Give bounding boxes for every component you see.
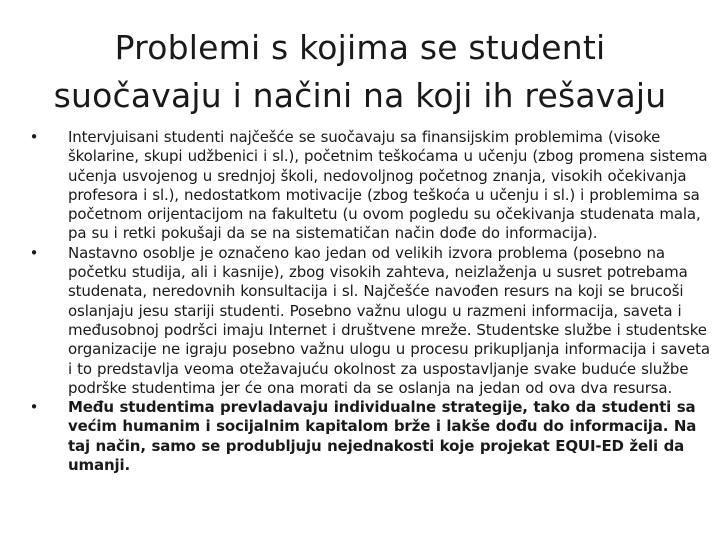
bullet-dot-icon: • (29, 128, 39, 146)
bullet-item-2 (28, 244, 712, 398)
bullet-dot-icon: • (29, 398, 39, 417)
bullet-text-2: Nastavno osoblje je označeno kao jedan od velikih izvora problema (posebno na početku studija, ali i kasnije), zbog visokih zahteva, neizlaženja u susret potrebama studenata, neredovnih konsultacija i sl. Najčešće navođen resurs na koji se brucoši oslanjaju jesu stariji studenti. Posebno važnu ulogu u razmeni informacija, saveta i međusobnoj podršci imaju Internet i društvene mreže. Studentske službe i studentske organizacije ne igraju posebno važnu ulogu u procesu prikupljanja informacija i saveta i to predstavlja veoma otežavajuću okolnost za uspostavljanje svake buduće službe podrške studentima jer će ona morati da se oslanja na jedan od ova dva resursa. (68, 243, 710, 397)
slide-title-line-2: suočavaju i načini na koji ih rešavaju (53, 76, 667, 115)
bullet-item-3 (28, 398, 712, 475)
bullet-dot-icon: • (29, 243, 39, 262)
bullet-item-1 (28, 128, 712, 244)
bullet-list (28, 128, 712, 475)
slide-title (20, 24, 700, 120)
slide-title-line-1: Problemi s kojima se studenti (114, 28, 606, 67)
bullet-text-1: Intervjuisani studenti najčešće se suočavaju sa finansijskim problemima (visoke školarine, skupi udžbenici i sl.), početnim teškoćama u učenju (zbog promena sistema učenja usvojenog u srednjoj školi, nedovoljnog početnog znanja, visokih očekivanja profesora i sl.), nedostatkom motivacije (zbog teškoća u učenju i sl.) i problemima sa početnom orijentacijom na fakultetu (u ovom pogledu su očekivanja studenata mala, pa su i retki pokušaji da se na sistematičan način dođe do informacija). (68, 128, 708, 243)
bullet-text-3: Među studentima prevladavaju individualne strategije, tako da studenti sa većim humanim i socijalnim kapitalom brže i lakše dođu do informacija. Na taj način, samo se produbljuju nejednakosti koje projekat EQUI-ED želi da umanji. (68, 398, 697, 475)
